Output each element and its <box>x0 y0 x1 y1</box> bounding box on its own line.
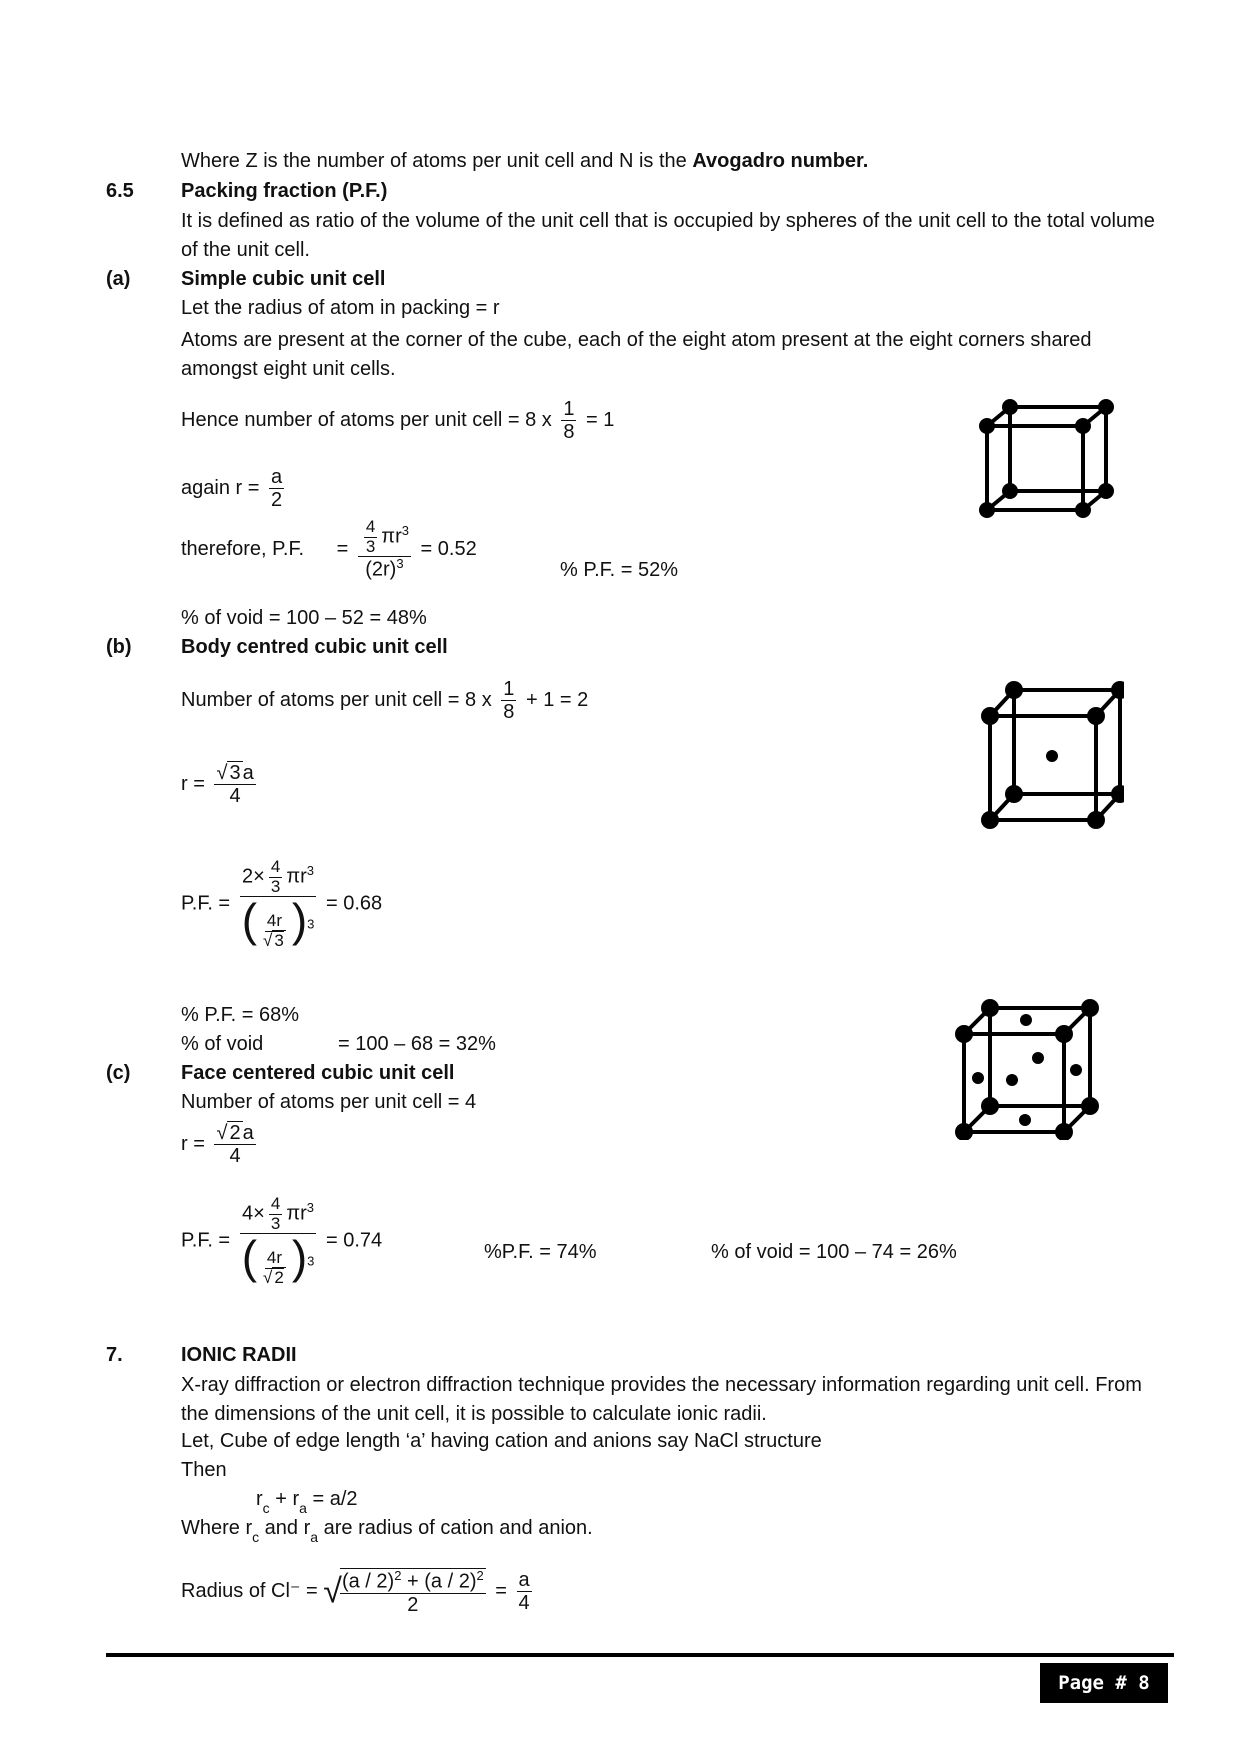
corner-atom <box>1098 483 1114 499</box>
fraction <box>240 1195 317 1287</box>
coef: 4× <box>242 1202 265 1225</box>
body-center-atom <box>1046 750 1058 762</box>
num-term: (a / 2) <box>341 1570 395 1593</box>
bcc-pf-equation <box>181 858 382 950</box>
footer-rule <box>106 1653 1174 1657</box>
sc-r-prefix: again r = <box>181 476 260 499</box>
subsection-label-b: (b) <box>106 636 132 658</box>
ionic-radii-para: X-ray diffraction or electron diffraction technique provides the necessary information regarding unit cell. From the dimensions of the unit cell, it is possible to calculate ionic radii. <box>181 1374 1142 1425</box>
sc-pct-pf: % P.F. = 52% <box>560 559 679 581</box>
section-7-title: IONIC RADII <box>181 1344 297 1366</box>
fcc-void: % of void = 100 – 74 = 26% <box>711 1241 957 1263</box>
inner-num: 4 <box>270 1194 281 1213</box>
frac-den: 2 <box>270 489 283 511</box>
exponent: 2 <box>394 1568 402 1583</box>
paren-open: ( <box>241 1231 258 1284</box>
inner-den: 3 <box>365 536 376 556</box>
face-center-atom <box>1019 1114 1031 1126</box>
frac-num <box>240 858 316 897</box>
bcc-atoms-result: + 1 = 2 <box>525 688 589 711</box>
inner-den: 3 <box>270 876 281 896</box>
frac-den: 2 <box>407 1593 419 1616</box>
sqrt-sign: √ <box>323 1572 342 1611</box>
sc-pf-equation <box>181 518 477 581</box>
simple-cubic-diagram <box>972 395 1122 525</box>
subsection-title-simple-cubic: Simple cubic unit cell <box>181 268 386 290</box>
frac-num: √ 2 a <box>216 1122 254 1144</box>
corner-atom <box>1087 811 1105 829</box>
subscript-c: c <box>252 1529 260 1545</box>
frac-den: 8 <box>503 701 515 723</box>
corner-atom <box>981 811 999 829</box>
pi-r: πr <box>381 525 402 548</box>
subscript-a: a <box>310 1529 319 1545</box>
bcc-r-equation <box>181 762 260 807</box>
sqrt-fraction <box>340 1568 486 1616</box>
corner-atom <box>955 1025 973 1043</box>
sqrt-radicand: 2 <box>229 1122 241 1144</box>
corner-atom <box>979 502 995 518</box>
subsection-label-c: (c) <box>106 1062 131 1084</box>
cl-radius-equation <box>181 1568 536 1616</box>
face-center-atom <box>1070 1064 1082 1076</box>
fraction <box>517 1569 532 1614</box>
fcc-r-prefix: r = <box>181 1132 205 1155</box>
subscript-c: c <box>262 1500 270 1516</box>
sc-r-equation <box>181 466 288 511</box>
corner-atom <box>981 999 999 1017</box>
inner-fraction <box>364 518 377 556</box>
eq-rhs: = a/2 <box>306 1488 358 1510</box>
paren-close: ) <box>291 894 308 947</box>
fcc-pf-result: = 0.74 <box>325 1229 383 1252</box>
section-title: Packing fraction (P.F.) <box>181 180 388 202</box>
bcc-pf-result: = 0.68 <box>325 892 383 915</box>
num-suffix: a <box>242 762 254 784</box>
bcc-diagram <box>976 672 1124 832</box>
cl-prefix: Radius of Cl⁻ = <box>181 1580 318 1603</box>
pf-definition: It is defined as ratio of the volume of the unit cell that is occupied by spheres of the unit cell to the total volume of the unit cell. <box>181 210 1155 261</box>
frac-den: 4 <box>518 1592 530 1615</box>
corner-atom <box>1075 502 1091 518</box>
paren-close: ) <box>291 1231 308 1284</box>
r-symbol: r <box>256 1488 263 1510</box>
intro-line <box>181 150 868 173</box>
sc-line1: Let the radius of atom in packing = r <box>181 297 500 319</box>
num-suffix: a <box>242 1122 254 1144</box>
inner-den: 3 <box>270 1213 281 1233</box>
equals: = <box>495 1580 507 1603</box>
sc-pf-result: = 0.52 <box>420 537 477 560</box>
fcc-pf-prefix: P.F. = <box>181 1229 231 1252</box>
frac-den <box>363 557 405 581</box>
exponent: 3 <box>307 916 315 932</box>
num-term: + (a / 2) <box>401 1570 477 1593</box>
ionic-radius-sum-equation <box>256 1488 358 1516</box>
corner-atom <box>1087 707 1105 725</box>
paren-open: ( <box>241 894 258 947</box>
page-number-badge: Page # 8 <box>1040 1663 1168 1703</box>
section-number: 6.5 <box>106 180 134 202</box>
frac-num <box>240 1195 316 1234</box>
ionic-where-line <box>181 1517 593 1545</box>
sc-atoms-result: = 1 <box>586 408 615 431</box>
section-7-number: 7. <box>106 1344 123 1366</box>
corner-atom <box>981 1097 999 1115</box>
face-center-atom <box>1032 1052 1044 1064</box>
exponent: 3 <box>401 522 409 538</box>
frac-num: 1 <box>503 678 515 700</box>
bcc-pct-pf: % P.F. = 68% <box>181 1004 300 1026</box>
fraction <box>240 858 317 950</box>
face-center-atom <box>1020 1014 1032 1026</box>
frac-den: 8 <box>563 421 575 443</box>
ionic-then-line: Then <box>181 1459 227 1481</box>
frac-den: 4 <box>229 785 241 807</box>
sc-pf-eq: = <box>336 537 349 560</box>
plus-r: + r <box>269 1488 300 1510</box>
bcc-r-prefix: r = <box>181 772 205 795</box>
den-num: 4r <box>266 1247 282 1267</box>
corner-atom <box>1081 1097 1099 1115</box>
corner-atom <box>979 418 995 434</box>
corner-atom <box>1005 681 1023 699</box>
exponent: 3 <box>307 1253 315 1269</box>
coef: 2× <box>242 865 265 888</box>
fraction <box>358 518 411 581</box>
den-num: 4r <box>266 910 282 930</box>
fraction <box>561 398 576 443</box>
fraction <box>214 762 255 807</box>
sc-pf-prefix: therefore, P.F. <box>181 537 305 560</box>
fraction <box>269 466 284 511</box>
frac-num <box>358 518 411 557</box>
sc-atoms-equation <box>181 398 614 443</box>
corner-atom <box>1075 418 1091 434</box>
bcc-atoms-equation <box>181 678 588 723</box>
sqrt-radicand: 3 <box>274 930 284 950</box>
den-fraction <box>261 1249 288 1287</box>
sqrt-radicand: 2 <box>274 1267 284 1287</box>
pi-r: πr <box>286 1202 307 1225</box>
inner-num: 4 <box>365 517 376 536</box>
inner-fraction <box>269 1195 282 1233</box>
corner-atom <box>981 707 999 725</box>
fraction <box>214 1122 255 1167</box>
den-fraction <box>261 912 288 950</box>
fcc-pct-pf: %P.F. = 74% <box>484 1241 597 1263</box>
corner-atom <box>1005 785 1023 803</box>
sqrt-radicand: 3 <box>229 762 241 784</box>
corner-atom <box>1081 999 1099 1017</box>
ionic-let-line: Let, Cube of edge length ‘a’ having cation and anions say NaCl structure <box>181 1430 822 1452</box>
den-text: (2r) <box>365 559 397 582</box>
avogadro-bold: Avogadro number. <box>692 150 869 172</box>
bcc-void-label: % of void <box>181 1033 264 1055</box>
subscript-a: a <box>299 1500 307 1516</box>
where-text: Where r <box>181 1517 253 1539</box>
den-den: √ 3 <box>263 930 284 950</box>
corner-atom <box>1002 483 1018 499</box>
frac-den <box>240 894 317 950</box>
frac-num <box>340 1569 486 1594</box>
exponent: 2 <box>476 1568 484 1583</box>
corner-atom <box>1055 1025 1073 1043</box>
corner-atom <box>1098 399 1114 415</box>
exponent: 3 <box>306 1199 315 1215</box>
bcc-void-value: = 100 – 68 = 32% <box>338 1033 496 1055</box>
pi-r: πr <box>286 865 307 888</box>
den-den: √ 2 <box>263 1267 284 1287</box>
subsection-label-a: (a) <box>106 268 131 290</box>
frac-num: a <box>270 466 283 488</box>
exponent: 3 <box>396 556 404 572</box>
corner-atom <box>1002 399 1018 415</box>
frac-num: a <box>518 1569 530 1592</box>
where-text: are radius of cation and anion. <box>318 1517 593 1539</box>
inner-num: 4 <box>270 857 281 876</box>
fcc-pf-equation <box>181 1195 382 1287</box>
fcc-diagram <box>948 990 1104 1140</box>
sc-atoms-prefix: Hence number of atoms per unit cell = 8 x <box>181 408 552 431</box>
frac-den <box>240 1231 317 1287</box>
face-center-atom <box>972 1072 984 1084</box>
exponent: 3 <box>306 862 315 878</box>
frac-num: 1 <box>563 398 575 420</box>
face-center-atom <box>1006 1074 1018 1086</box>
frac-den: 4 <box>229 1145 241 1167</box>
fcc-atoms: Number of atoms per unit cell = 4 <box>181 1091 477 1113</box>
sc-line2: Atoms are present at the corner of the cube, each of the eight atom present at the eight corners shared amongst eight unit cells. <box>181 329 1092 380</box>
where-text: and r <box>259 1517 311 1539</box>
subsection-title-bcc: Body centred cubic unit cell <box>181 636 448 658</box>
sc-void: % of void = 100 – 52 = 48% <box>181 607 427 629</box>
subsection-title-fcc: Face centered cubic unit cell <box>181 1062 455 1084</box>
intro-text: Where Z is the number of atoms per unit cell and N is the <box>181 150 693 172</box>
inner-fraction <box>269 858 282 896</box>
bcc-pf-prefix: P.F. = <box>181 892 231 915</box>
fcc-r-equation <box>181 1122 260 1167</box>
fraction <box>501 678 516 723</box>
bcc-atoms-prefix: Number of atoms per unit cell = 8 x <box>181 688 492 711</box>
frac-num: √ 3 a <box>216 762 254 784</box>
